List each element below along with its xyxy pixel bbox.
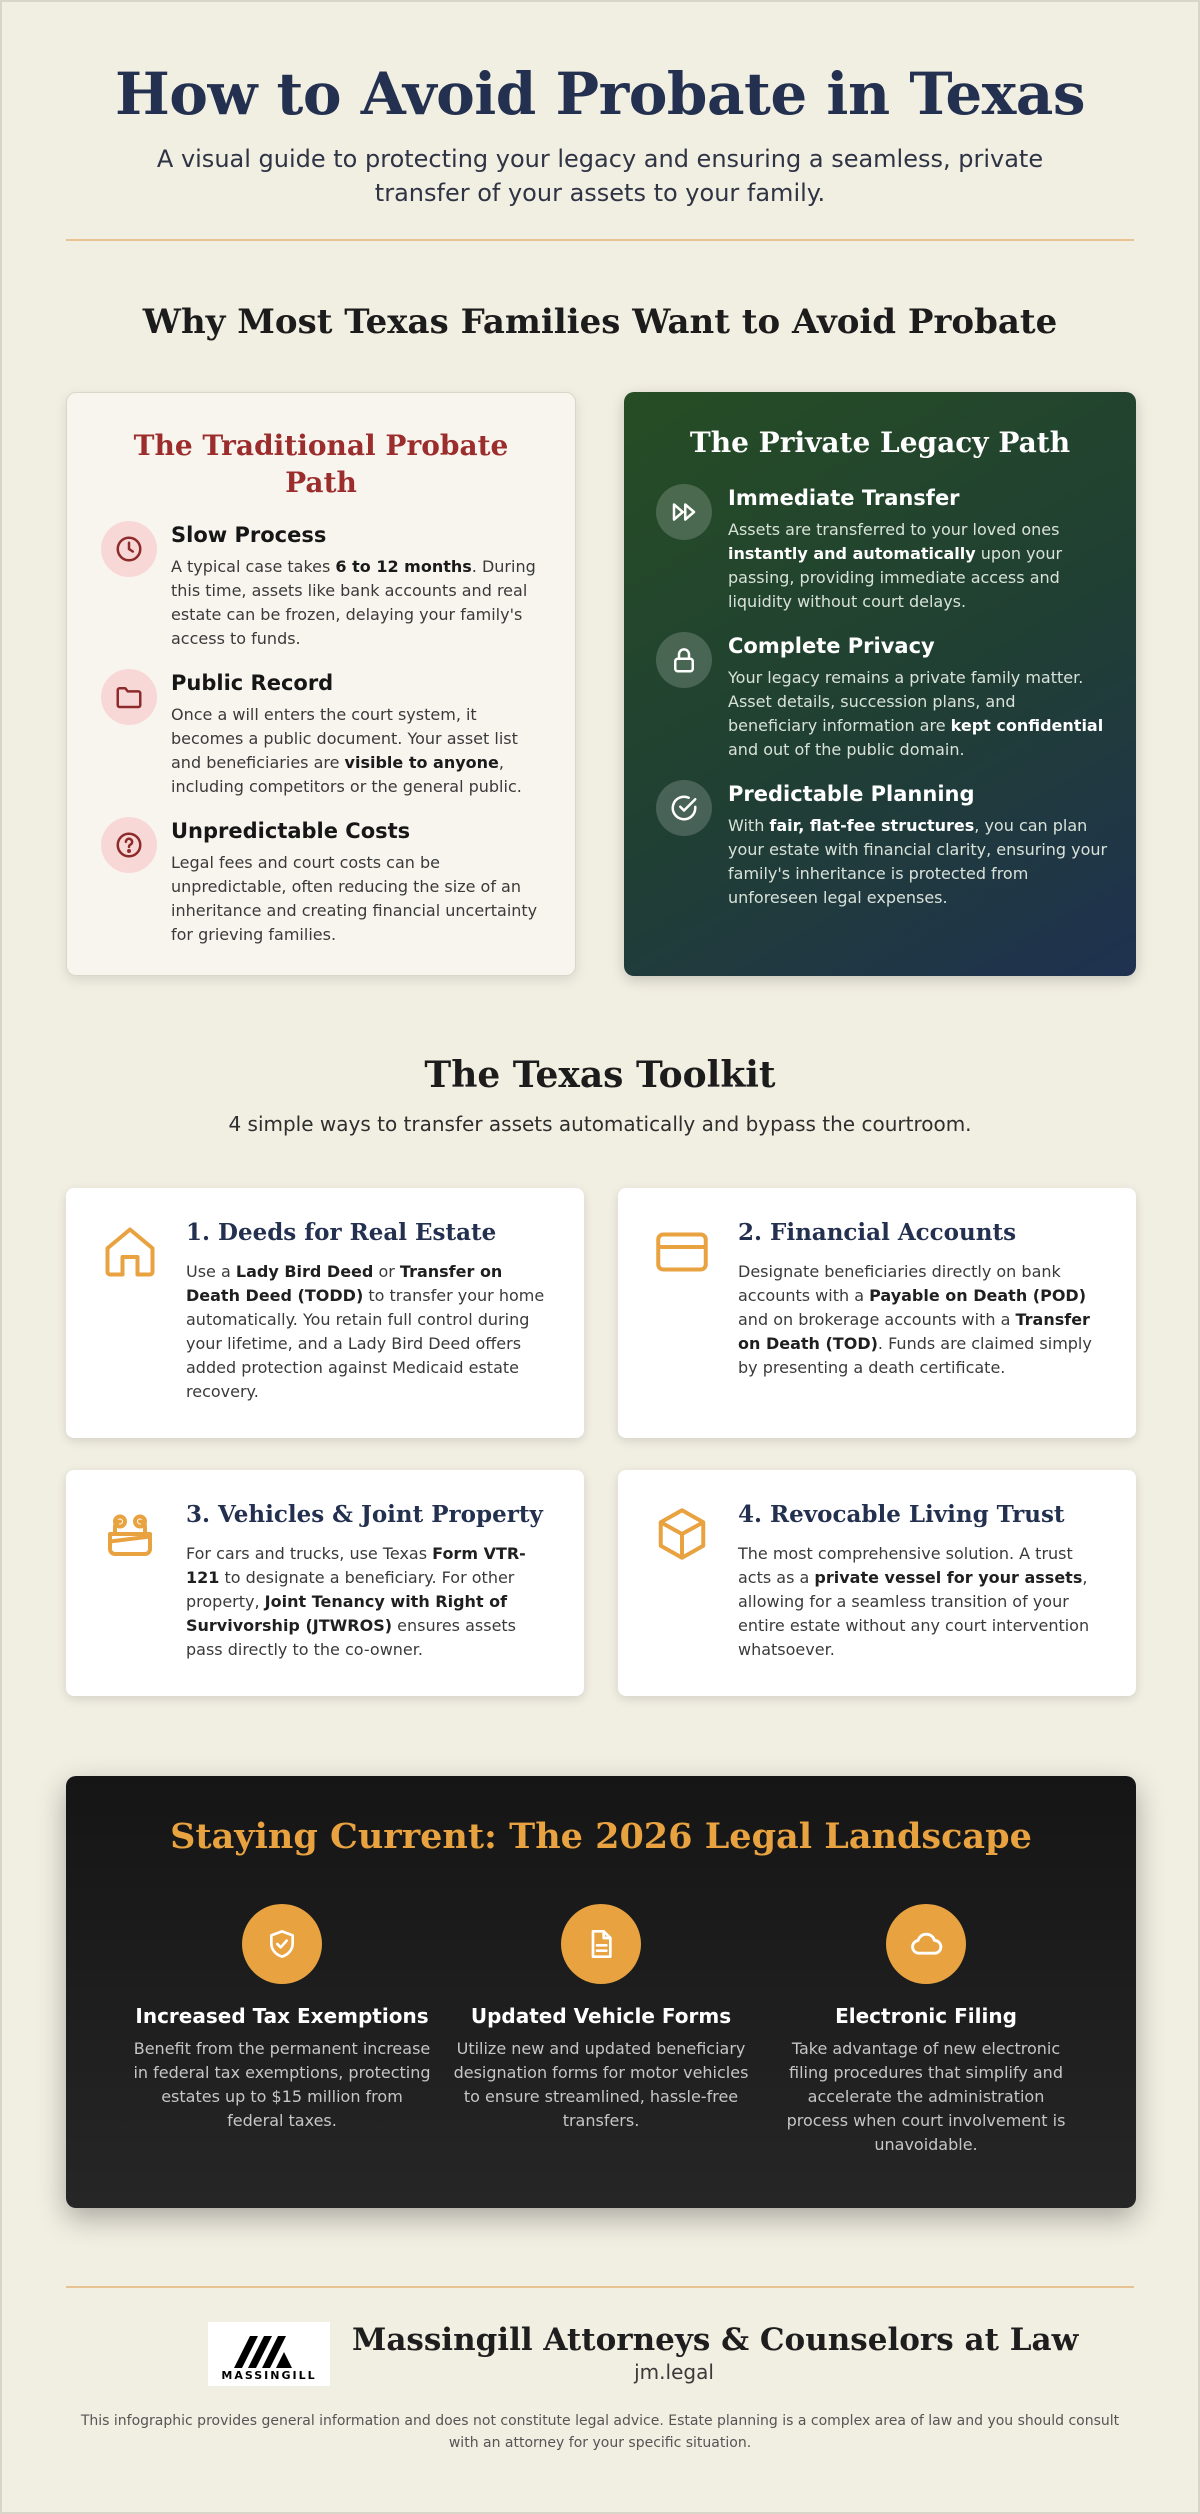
toolkit-title: The Texas Toolkit <box>424 1054 776 1096</box>
why-section-title: Why Most Texas Families Want to Avoid Probate <box>142 302 1058 342</box>
credit-card-icon <box>652 1222 712 1282</box>
document-icon <box>561 1904 641 1984</box>
item-title: Slow Process <box>171 523 327 547</box>
traditional-probate-card <box>66 392 576 976</box>
firm-logo <box>208 2322 330 2386</box>
check-circle-icon <box>656 780 712 836</box>
landscape-col-vehicle-forms <box>451 1904 751 2133</box>
toolkit-card-text: The most comprehensive solution. A trust acts as a private vessel for your assets, allowing for a seamless transition of your entire estate without any court intervention whatsoever. <box>738 1544 1090 1659</box>
toolkit-card-financial <box>618 1188 1136 1438</box>
car-icon <box>100 1504 160 1564</box>
toolkit-card-title: 4. Revocable Living Trust <box>738 1501 1065 1528</box>
toolkit-card-title: 3. Vehicles & Joint Property <box>186 1501 543 1528</box>
shield-check-icon <box>242 1904 322 1984</box>
page-subtitle: A visual guide to protecting your legacy and ensuring a seamless, private transfer of your assets to your family. <box>156 145 1044 207</box>
item-title: Predictable Planning <box>728 782 975 806</box>
fast-forward-icon <box>656 484 712 540</box>
legal-landscape-panel <box>66 1776 1136 2208</box>
landscape-col-text: Utilize new and updated beneficiary designation forms for motor vehicles to ensure streamlined, hassle-free transfers. <box>453 2039 749 2130</box>
house-icon <box>100 1222 160 1282</box>
item-title: Public Record <box>171 671 334 695</box>
page-title: How to Avoid Probate in Texas <box>114 60 1086 128</box>
disclaimer-text: This infographic provides general information and does not constitute legal advice. Estate planning is a complex area of law and you should consult with an attorney for your specific situation. <box>80 2413 1120 2451</box>
lock-icon <box>656 632 712 688</box>
landscape-col-title: Electronic Filing <box>835 2004 1017 2028</box>
item-title: Immediate Transfer <box>728 486 960 510</box>
clock-icon <box>101 521 157 577</box>
private-card-heading: The Private Legacy Path <box>689 426 1071 459</box>
folder-icon <box>101 669 157 725</box>
landscape-col-title: Updated Vehicle Forms <box>470 2004 732 2028</box>
question-icon <box>101 817 157 873</box>
landscape-col-text: Benefit from the permanent increase in federal tax exemptions, protecting estates up to $15 million from federal taxes. <box>133 2039 431 2130</box>
item-text: Legal fees and court costs can be unpredictable, often reducing the size of an inheritance and creating financial uncertainty for grieving families. <box>171 853 538 944</box>
item-text: Assets are transferred to your loved ones instantly and automatically upon your passing, providing immediate access and liquidity without court delays. <box>728 520 1063 611</box>
cloud-icon <box>886 1904 966 1984</box>
landscape-col-electronic-filing <box>776 1904 1076 2157</box>
toolkit-card-text: Use a Lady Bird Deed or Transfer on Death Deed (TODD) to transfer your home automatically. You retain full control during your lifetime, and a Lady Bird Deed offers added protection against Medicaid estate recovery. <box>186 1262 545 1401</box>
landscape-title: Staying Current: The 2026 Legal Landscape <box>170 1816 1032 1857</box>
toolkit-card-text: Designate beneficiaries directly on bank accounts with a Payable on Death (POD) and on brokerage accounts with a Transfer on Death (TOD). Funds are claimed simply by presenting a death certificate. <box>738 1262 1092 1377</box>
traditional-card-heading: The Traditional Probate Path <box>133 429 509 499</box>
toolkit-card-text: For cars and trucks, use Texas Form VTR-121 to designate a beneficiary. For other property, Joint Tenancy with Right of Survivorship (JTWROS) ensures assets pass directly to the co-owner. <box>186 1544 526 1659</box>
toolkit-card-title: 2. Financial Accounts <box>738 1219 1017 1246</box>
item-title: Unpredictable Costs <box>171 819 411 843</box>
landscape-col-title: Increased Tax Exemptions <box>135 2004 429 2028</box>
toolkit-card-trust <box>618 1470 1136 1696</box>
item-title: Complete Privacy <box>728 634 935 658</box>
landscape-col-tax <box>132 1904 432 2133</box>
footer-divider <box>66 2286 1134 2288</box>
item-text: With fair, flat-fee structures, you can plan your estate with financial clarity, ensuring your family's inheritance is protected from unforeseen legal expenses. <box>728 816 1108 907</box>
private-legacy-card <box>624 392 1136 976</box>
toolkit-card-vehicles <box>66 1470 584 1696</box>
item-text: Your legacy remains a private family matter. Asset details, succession plans, and beneficiary information are kept confidential and out of the public domain. <box>728 668 1104 759</box>
item-text: Once a will enters the court system, it becomes a public document. Your asset list and beneficiaries are visible to anyone, including competitors or the general public. <box>171 705 522 796</box>
toolkit-card-deeds <box>66 1188 584 1438</box>
logo-wordmark: MASSINGILL <box>221 2369 317 2382</box>
firm-name: Massingill Attorneys & Counselors at Law <box>352 2322 1079 2358</box>
item-text: A typical case takes 6 to 12 months. During this time, assets like bank accounts and real estate can be frozen, delaying your family's access to funds. <box>171 557 536 648</box>
firm-url-link[interactable]: jm.legal <box>634 2360 714 2384</box>
box-icon <box>652 1504 712 1564</box>
header-divider <box>66 239 1134 241</box>
toolkit-card-title: 1. Deeds for Real Estate <box>186 1219 497 1246</box>
toolkit-subtitle: 4 simple ways to transfer assets automatically and bypass the courtroom. <box>228 1112 972 1136</box>
landscape-col-text: Take advantage of new electronic filing procedures that simplify and accelerate the administration process when court involvement is unavoidable. <box>786 2039 1066 2154</box>
